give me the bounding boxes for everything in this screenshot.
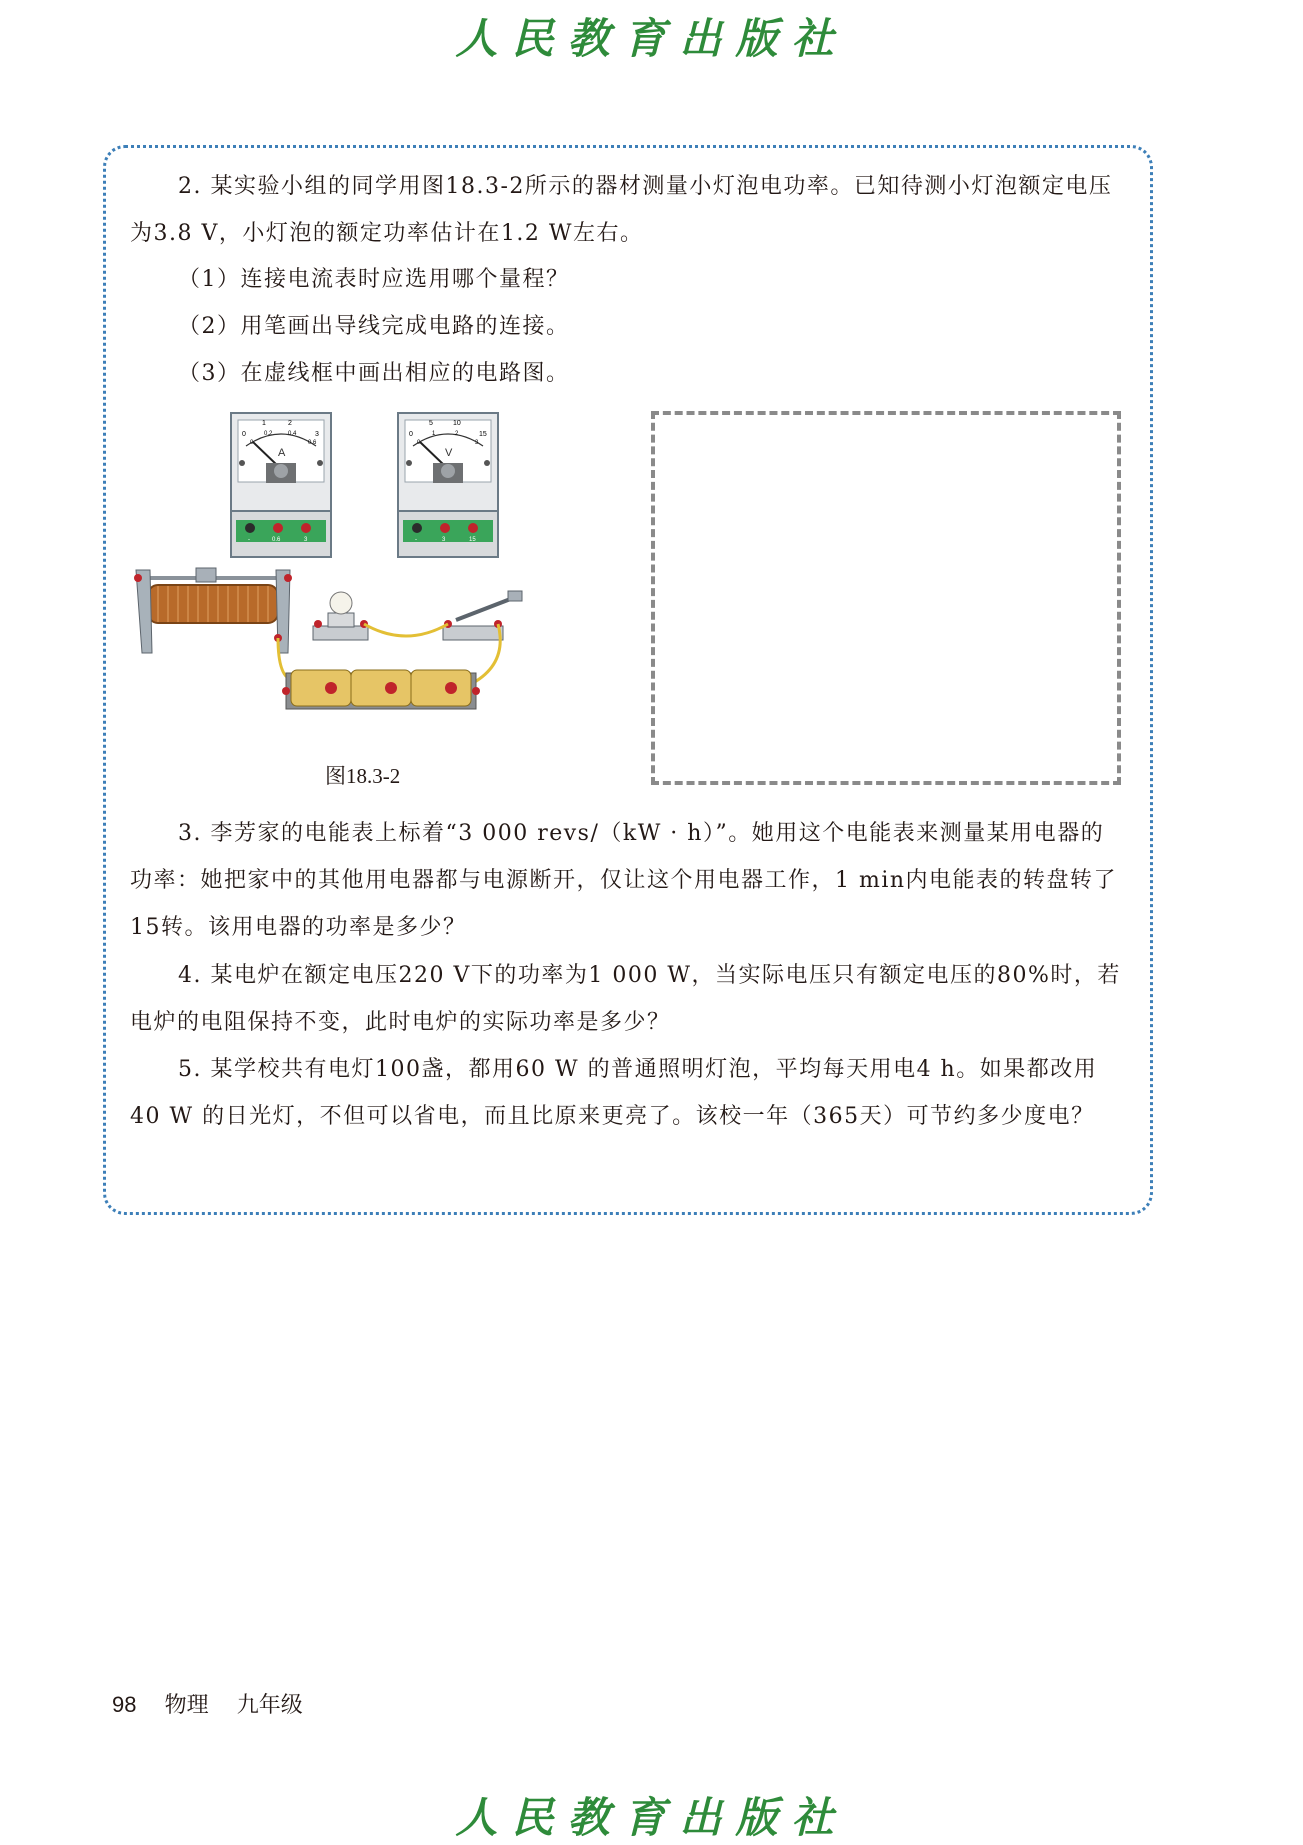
question-3-text: 3. 李芳家的电能表上标着“3 000 revs/（kW · h）”。她用这个电能表来测量某用电器的功率：她把家中的其他用电器都与电源断开，仅让这个用电器工作，1 min内电能表的转盘转了15转。该用电器的功率是多少？ xyxy=(130,821,1118,940)
voltmeter-scale-top-2: 10 xyxy=(453,420,461,427)
ammeter-symbol: A xyxy=(278,447,286,459)
voltmeter-scale-bottom-1: 1 xyxy=(432,431,436,437)
voltmeter-terminal-3: 3 xyxy=(442,537,446,543)
publisher-watermark-bottom: 人民教育出版社 xyxy=(455,1793,848,1842)
grade-label: 九年级 xyxy=(236,1692,303,1717)
publisher-watermark-top: 人民教育出版社 xyxy=(455,14,848,63)
ammeter-terminal-neg: - xyxy=(248,537,250,543)
ammeter-scale-top-2: 2 xyxy=(288,420,292,427)
question-2-sub-3: （3）在虚线框中画出相应的电路图。 xyxy=(178,361,570,386)
battery-pack xyxy=(282,670,480,709)
voltmeter-scale-bottom-2: 2 xyxy=(455,431,459,437)
question-2-text: 2. 某实验小组的同学用图18.3-2所示的器材测量小灯泡电功率。已知待测小灯泡额定电压为3.8 V，小灯泡的额定功率估计在1.2 W左右。 xyxy=(130,174,1113,246)
ammeter-scale-bottom-3: 0.6 xyxy=(308,440,317,446)
ammeter-scale-bottom-2: 0.4 xyxy=(288,431,297,437)
subject-label: 物理 xyxy=(164,1692,209,1717)
ammeter xyxy=(231,413,331,557)
voltmeter-scale-top-1: 5 xyxy=(429,420,433,427)
ammeter-terminal-06: 0.6 xyxy=(272,537,281,543)
ammeter-scale-bottom-0: 0 xyxy=(250,440,254,446)
voltmeter-scale-bottom-3: 3 xyxy=(475,440,479,446)
voltmeter-symbol: V xyxy=(445,447,453,459)
ammeter-scale-top-3: 3 xyxy=(315,431,319,438)
page-number: 98 xyxy=(112,1692,137,1717)
circuit-apparatus-figure xyxy=(128,408,628,738)
question-2-sub-1: （1）连接电流表时应选用哪个量程？ xyxy=(178,267,570,292)
ammeter-scale-top-1: 1 xyxy=(262,420,266,427)
ammeter-scale-top-0: 0 xyxy=(242,431,246,438)
voltmeter-scale-top-0: 0 xyxy=(409,431,413,438)
question-5-text: 5. 某学校共有电灯100盏，都用60 W 的普通照明灯泡，平均每天用电4 h。如果都改用40 W 的日光灯，不但可以省电，而且比原来更亮了。该校一年（365天）可节约多少度电？ xyxy=(130,1057,1098,1129)
rheostat xyxy=(134,568,292,653)
question-2-sub-2: （2）用笔画出导线完成电路的连接。 xyxy=(178,314,570,339)
question-4-text: 4. 某电炉在额定电压220 V下的功率为1 000 W，当实际电压只有额定电压的80%时，若电炉的电阻保持不变，此时电炉的实际功率是多少？ xyxy=(130,963,1121,1035)
voltmeter-scale-bottom-0: 0 xyxy=(417,440,421,446)
voltmeter-terminal-neg: - xyxy=(415,537,417,543)
knife-switch xyxy=(443,591,522,640)
voltmeter-scale-top-3: 15 xyxy=(479,431,487,438)
voltmeter-terminal-15: 15 xyxy=(469,537,476,543)
figure-caption: 图18.3-2 xyxy=(325,764,401,788)
ammeter-terminal-3: 3 xyxy=(304,537,308,543)
voltmeter xyxy=(398,413,498,557)
circuit-diagram-answer-box xyxy=(651,411,1121,785)
ammeter-scale-bottom-1: 0.2 xyxy=(264,431,273,437)
bulb-holder xyxy=(313,592,368,640)
page-footer xyxy=(112,1688,325,1719)
